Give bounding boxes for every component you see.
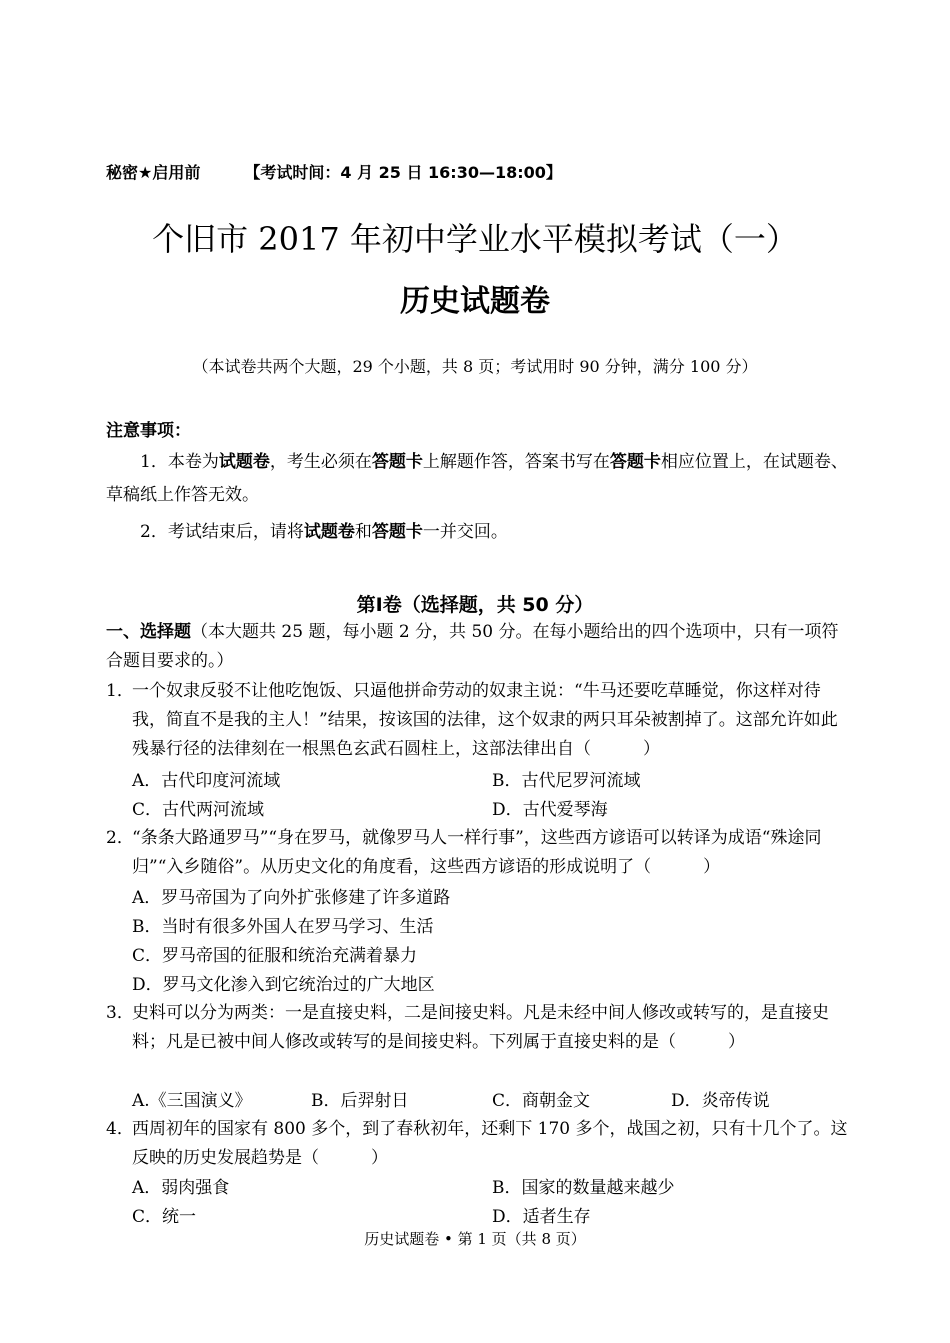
notice-bold: 答题卡 — [371, 522, 423, 542]
question-4-option-b: B．国家的数量越来越少 — [492, 1178, 675, 1198]
page-footer: 历史试题卷 • 第 1 页（共 8 页） — [364, 1230, 586, 1248]
question-3-option-c: C．商朝金文 — [492, 1091, 591, 1111]
part-heading — [106, 618, 851, 676]
question-number: 3． — [106, 1003, 134, 1023]
question-number: 4． — [106, 1119, 134, 1139]
question-1-option-b: B．古代尼罗河流域 — [492, 771, 641, 791]
question-1-option-c: C．古代两河流域 — [132, 800, 265, 820]
question-1-option-a: A．古代印度河流域 — [132, 771, 281, 791]
question-number: 2． — [106, 828, 134, 848]
question-4-option-a: A．弱肉强食 — [132, 1178, 230, 1198]
exam-header — [106, 160, 562, 183]
notice-text: ，考生必须在 — [269, 452, 372, 472]
question-bracket: ） — [728, 1032, 745, 1052]
question-number: 1． — [106, 681, 134, 701]
question-bracket: ） — [643, 739, 660, 759]
notice-item-1 — [106, 446, 851, 512]
notice-bold: 试题卷 — [218, 452, 270, 472]
question-2-option-c: C．罗马帝国的征服和统治充满着暴力 — [132, 946, 418, 966]
question-3-option-d: D．炎帝传说 — [671, 1091, 770, 1111]
question-4-option-d: D．适者生存 — [492, 1207, 591, 1227]
question-3-option-b: B．后羿射日 — [311, 1091, 409, 1111]
question-2-option-a: A．罗马帝国为了向外扩张修建了许多道路 — [132, 888, 451, 908]
section-title: 第Ⅰ卷（选择题，共 50 分） — [356, 594, 594, 616]
page-subtitle: 历史试题卷 — [400, 284, 550, 319]
notice-text: 2．考试结束后，请将 — [140, 522, 304, 542]
notice-text: 上解题作答，答案书写在 — [422, 452, 610, 472]
exam-time: 【考试时间：4 月 25 日 16:30—18:00】 — [244, 163, 562, 182]
question-text: 史料可以分为两类：一是直接史料，二是间接史料。凡是未经中间人修改或转写的，是直接史料；凡是已被中间人修改或转写的是间接史料。下列属于直接史料的是（ — [132, 1003, 829, 1052]
notice-text: 和 — [354, 522, 372, 542]
notice-item-2 — [106, 516, 851, 549]
question-4-option-c: C．统一 — [132, 1207, 197, 1227]
question-2 — [106, 824, 851, 882]
question-1-option-d: D．古代爱琴海 — [492, 800, 608, 820]
secret-label: 秘密★启用前 — [106, 163, 201, 182]
notice-text: 相应位置上，在试题卷、草稿纸上作答无效。 — [106, 452, 848, 505]
notice-text: 一并交回。 — [422, 522, 508, 542]
part-label: 一、选择题 — [106, 622, 191, 642]
question-2-option-d: D．罗马文化渗入到它统治过的广大地区 — [132, 975, 435, 995]
question-4 — [106, 1115, 851, 1173]
page-title: 个旧市 2017 年初中学业水平模拟考试（一） — [152, 220, 798, 258]
question-text: 一个奴隶反驳不让他吃饱饭、只逼他拼命劳动的奴隶主说：“牛马还要吃草睡觉，你这样对待我，简直不是我的主人！”结果，按该国的法律，这个奴隶的两只耳朵被割掉了。这部允许如此残暴行径的法律刻在一根黑色玄武石圆柱上，这部法律出自（ — [132, 681, 838, 759]
question-text: “条条大路通罗马”“身在罗马，就像罗马人一样行事”，这些西方谚语可以转译为成语“殊途同归”“入乡随俗”。从历史文化的角度看，这些西方谚语的形成说明了（ — [132, 828, 822, 877]
notice-heading: 注意事项： — [106, 421, 191, 441]
question-bracket: ） — [371, 1148, 388, 1168]
exam-note: （本试卷共两个大题，29 个小题，共 8 页；考试用时 90 分钟，满分 100 分） — [192, 357, 758, 376]
notice-bold: 答题卡 — [609, 452, 661, 472]
notice-bold: 试题卷 — [303, 522, 355, 542]
question-2-option-b: B．当时有很多外国人在罗马学习、生活 — [132, 917, 434, 937]
question-3-option-a: A.《三国演义》 — [132, 1091, 252, 1111]
question-text: 西周初年的国家有 800 多个，到了春秋初年，还剩下 170 多个，战国之初，只有十几个了。这反映的历史发展趋势是（ — [132, 1119, 848, 1168]
part-description: （本大题共 25 题，每小题 2 分，共 50 分。在每小题给出的四个选项中，只有一项符合题目要求的。） — [106, 622, 839, 671]
notice-text: 1．本卷为 — [140, 452, 219, 472]
question-3 — [106, 999, 851, 1057]
question-1 — [106, 677, 851, 764]
notice-bold: 答题卡 — [371, 452, 423, 472]
question-bracket: ） — [703, 857, 721, 877]
